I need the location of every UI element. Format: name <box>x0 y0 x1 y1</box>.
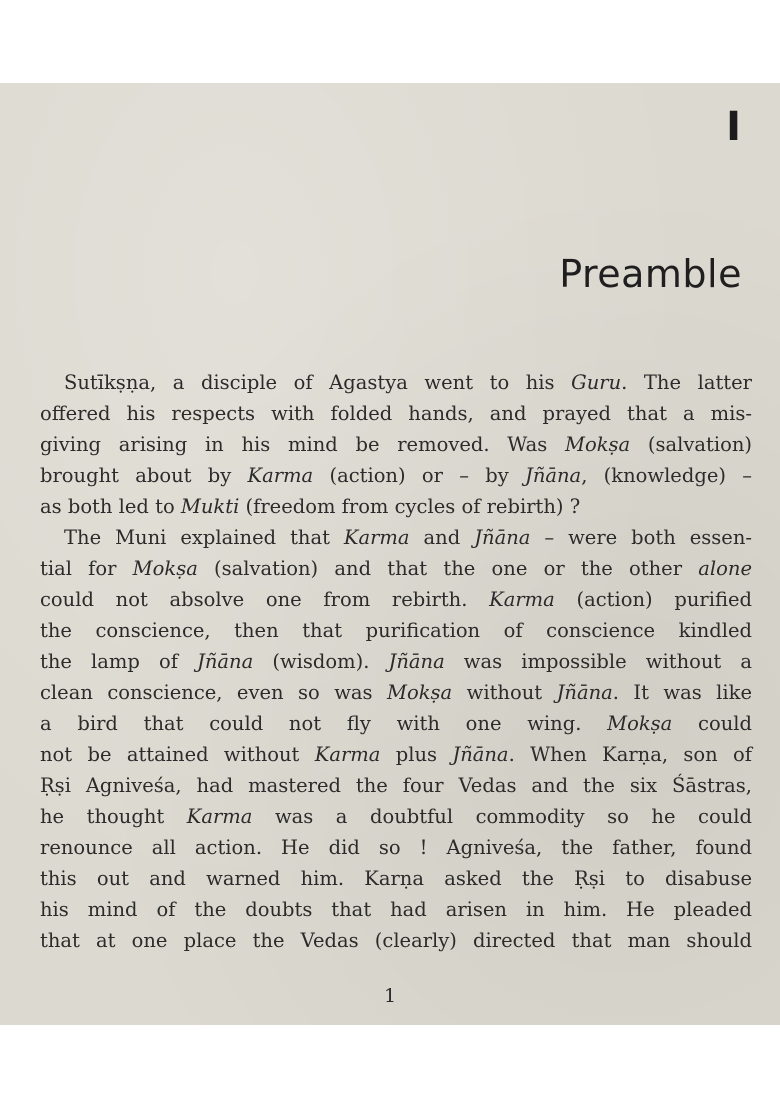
text-line <box>40 677 752 708</box>
text-run: . It was like <box>612 681 753 704</box>
text-run: , (knowledge) – <box>581 464 752 487</box>
text-line <box>40 429 752 460</box>
text-run: . The latter <box>621 371 752 394</box>
book-page <box>0 83 780 1025</box>
text-line <box>40 708 752 739</box>
italic-term: Karma <box>343 526 410 549</box>
text-run: Sutīkṣṇa, a disciple of Agastya went to his <box>64 371 572 394</box>
text-line <box>40 770 752 801</box>
text-line <box>40 553 752 584</box>
italic-term: Guru <box>571 371 622 394</box>
text-run: offered his respects with folded hands, and prayed that a mis- <box>40 402 752 425</box>
text-run: (wisdom). <box>253 650 389 673</box>
text-line <box>40 522 752 553</box>
text-run: could <box>672 712 752 735</box>
chapter-title: Preamble <box>559 252 742 296</box>
text-run: not be attained without <box>40 743 315 766</box>
text-run: and <box>409 526 475 549</box>
text-run: renounce all action. He did so ! Agniveśa, the father, found <box>40 836 752 859</box>
text-line <box>40 801 752 832</box>
italic-term: Karma <box>489 588 555 611</box>
text-run: the lamp of <box>40 650 198 673</box>
text-run: tial for <box>40 557 133 580</box>
text-run: this out and warned him. Karṇa asked the Ṛṣi to disabuse <box>40 867 752 890</box>
text-run: was a doubtful commodity so he could <box>252 805 752 828</box>
text-run: (salvation) and that the one or the other <box>197 557 699 580</box>
text-run: brought about by <box>40 464 248 487</box>
text-run: The Muni explained that <box>64 526 344 549</box>
text-run: – were both essen- <box>530 526 752 549</box>
text-line <box>40 863 752 894</box>
italic-term: Mukti <box>180 495 240 518</box>
italic-term: Mokṣa <box>132 557 198 580</box>
chapter-number: I <box>726 104 741 150</box>
text-line <box>40 646 752 677</box>
italic-term: Jñāna <box>556 681 613 704</box>
text-run: (salvation) <box>630 433 752 456</box>
italic-term: Jñāna <box>525 464 582 487</box>
text-line <box>40 832 752 863</box>
body-text <box>40 367 752 956</box>
page-number: 1 <box>383 985 397 1007</box>
text-run: (freedom from cycles of rebirth) ? <box>239 495 581 518</box>
text-run: . When Karṇa, son of <box>508 743 753 766</box>
italic-term: Jñāna <box>197 650 254 673</box>
italic-term: Karma <box>247 464 314 487</box>
italic-term: Mokṣa <box>607 712 673 735</box>
italic-term: Karma <box>186 805 253 828</box>
text-run: clean conscience, even so was <box>40 681 388 704</box>
text-line <box>40 460 752 491</box>
text-line <box>40 491 752 522</box>
italic-term: Karma <box>314 743 381 766</box>
text-run: (action) or – by <box>313 464 525 487</box>
text-line <box>40 615 752 646</box>
text-run: he thought <box>40 805 187 828</box>
text-run: without <box>452 681 557 704</box>
text-run: the conscience, then that purification of conscience kindled <box>40 619 752 642</box>
text-line <box>40 894 752 925</box>
text-line <box>40 925 752 956</box>
text-run: a bird that could not fly with one wing. <box>40 712 608 735</box>
text-run: could not absolve one from rebirth. <box>40 588 490 611</box>
text-line <box>40 739 752 770</box>
italic-term: Jñāna <box>388 650 445 673</box>
text-run: his mind of the doubts that had arisen in him. He pleaded <box>40 898 752 921</box>
text-run: as both led to <box>40 495 181 518</box>
italic-term: Jñāna <box>474 526 531 549</box>
italic-term: Mokṣa <box>565 433 631 456</box>
text-run: giving arising in his mind be removed. Was <box>40 433 566 456</box>
text-line <box>40 584 752 615</box>
italic-term: alone <box>698 557 752 580</box>
italic-term: Mokṣa <box>387 681 453 704</box>
text-line <box>40 398 752 429</box>
text-run: (action) purified <box>554 588 752 611</box>
text-run: that at one place the Vedas (clearly) directed that man should <box>40 929 752 952</box>
text-run: was impossible without a <box>444 650 752 673</box>
italic-term: Jñāna <box>452 743 509 766</box>
text-line <box>40 367 752 398</box>
text-run: plus <box>380 743 453 766</box>
text-run: Ṛṣi Agniveśa, had mastered the four Vedas and the six Śāstras, <box>40 774 752 797</box>
